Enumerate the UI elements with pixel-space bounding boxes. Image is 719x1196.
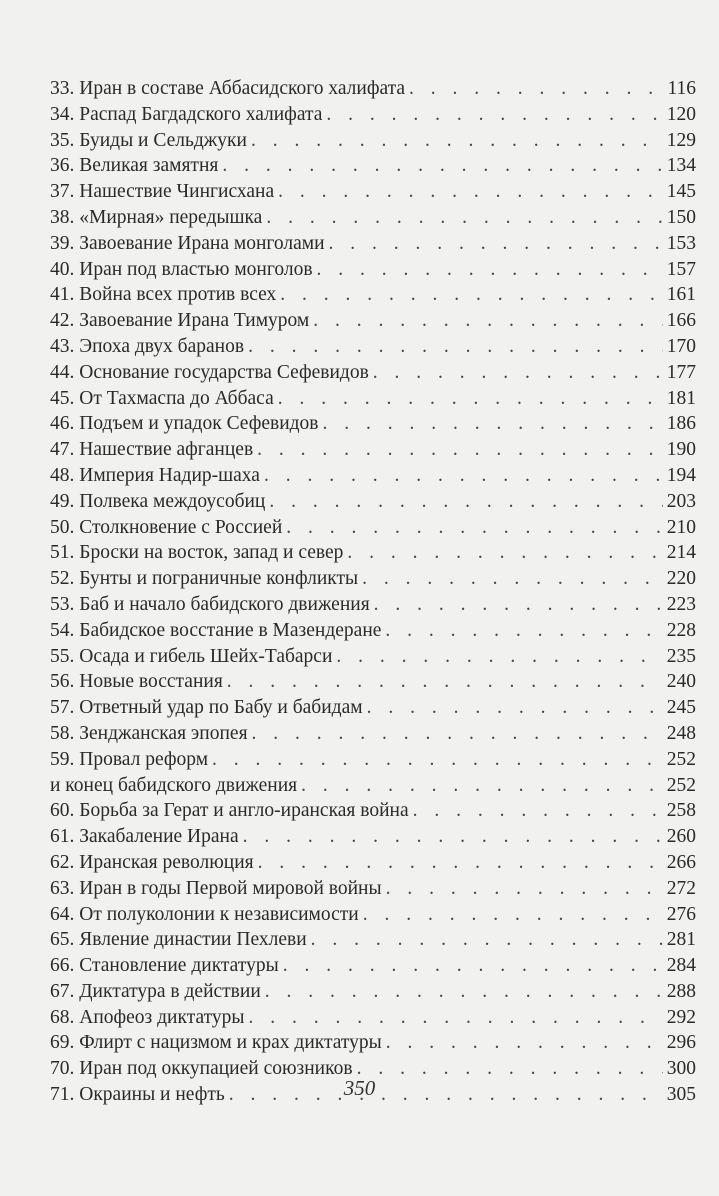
toc-entry-title: 57. Ответный удар по Бабу и бабидам — [50, 697, 363, 719]
toc-entry-page: 300 — [666, 1058, 696, 1080]
toc-entry-page: 157 — [666, 258, 696, 280]
toc-entry-title: 64. От полуколонии к независимости — [50, 903, 359, 925]
toc-entry — [50, 153, 696, 179]
toc-entry-title: 70. Иран под оккупацией союзников — [50, 1058, 353, 1080]
toc-entry-page: 245 — [666, 697, 696, 719]
toc-entry-page: 203 — [666, 490, 696, 512]
toc-entry — [50, 953, 696, 979]
dot-leader — [252, 721, 663, 747]
dot-leader — [227, 669, 663, 695]
dot-leader — [347, 540, 662, 566]
toc-entry-title: 33. Иран в составе Аббасидского халифата — [50, 78, 406, 99]
toc-entry-page: 190 — [666, 439, 696, 461]
toc-entry-title: 51. Броски на восток, запад и север — [50, 542, 344, 564]
toc-entry-page: 214 — [666, 542, 696, 564]
dot-leader — [386, 1030, 663, 1056]
toc-entry-title: 58. Зенджанская эпопея — [50, 722, 248, 744]
toc-entry-title: 41. Война всех против всех — [50, 284, 277, 306]
dot-leader — [265, 979, 663, 1005]
toc-entry-page: 276 — [666, 903, 696, 925]
toc-entry — [50, 773, 696, 799]
toc-entry — [50, 747, 696, 773]
toc-entry-page: 258 — [666, 800, 696, 822]
toc-entry — [50, 618, 696, 644]
toc-entry-page: 292 — [666, 1006, 696, 1028]
toc-entry-page: 120 — [666, 103, 696, 125]
toc-entry — [50, 876, 696, 902]
dot-leader — [329, 231, 663, 257]
toc-entry-title: 67. Диктатура в действии — [50, 980, 261, 1002]
toc-entry-title: 36. Великая замятня — [50, 155, 219, 177]
toc-entry — [50, 902, 696, 928]
toc-entry — [50, 205, 696, 231]
toc-entry — [50, 386, 696, 412]
dot-leader — [386, 876, 663, 902]
toc-entry — [50, 360, 696, 386]
toc-entry-page: 150 — [666, 206, 696, 228]
page-number: 350 — [343, 1076, 376, 1100]
toc-entry-page: 210 — [666, 516, 696, 538]
toc-entry-title: 53. Баб и начало бабидского движения — [50, 593, 370, 615]
dot-leader — [373, 360, 663, 386]
toc-entry-page: 248 — [666, 722, 696, 744]
dot-leader — [222, 153, 662, 179]
toc-entry-title: 38. «Мирная» передышка — [50, 206, 263, 228]
toc-entry — [50, 566, 696, 592]
dot-leader — [323, 411, 663, 437]
toc-entry-title: 65. Явление династии Пехлеви — [50, 929, 307, 951]
toc-entry — [50, 721, 696, 747]
toc-entry-title: 56. Новые восстания — [50, 671, 223, 693]
toc-entry — [50, 540, 696, 566]
toc-entry-page: 235 — [666, 645, 696, 667]
toc-entry — [50, 76, 696, 102]
toc-entry-page: 260 — [666, 826, 696, 848]
toc-entry-page: 296 — [666, 1032, 696, 1054]
toc-entry — [50, 798, 696, 824]
toc-entry-title: 37. Нашествие Чингисхана — [50, 181, 275, 203]
toc-entry — [50, 1030, 696, 1056]
toc-entry-page: 272 — [666, 877, 696, 899]
toc-entry — [50, 927, 696, 953]
toc-entry — [50, 282, 696, 308]
toc-entry-page: 181 — [666, 387, 696, 409]
toc-entry-page: 153 — [666, 232, 696, 254]
toc-entry-page: 252 — [666, 774, 696, 796]
toc-entry-page: 134 — [666, 155, 696, 177]
toc-entry-title: 40. Иран под властью монголов — [50, 258, 313, 280]
dot-leader — [269, 489, 662, 515]
dot-leader — [413, 798, 663, 824]
dot-leader — [311, 927, 663, 953]
toc-entry-page: 129 — [666, 129, 696, 151]
toc-entry — [50, 102, 696, 128]
toc-entry — [50, 515, 696, 541]
toc-entry-title: 46. Подъем и упадок Сефевидов — [50, 413, 319, 435]
toc-entry-title: 60. Борьба за Герат и англо-иранская война — [50, 800, 409, 822]
toc-entry-page: 166 — [666, 310, 696, 332]
toc-entry — [50, 463, 696, 489]
dot-leader — [249, 1005, 663, 1031]
toc-entry — [50, 979, 696, 1005]
toc-entry-title: и конец бабидского движения — [50, 774, 298, 796]
toc-entry-page: 186 — [666, 413, 696, 435]
dot-leader — [283, 953, 663, 979]
dot-leader — [317, 257, 663, 283]
toc-entry — [50, 257, 696, 283]
toc-entry — [50, 308, 696, 334]
toc-entry-title: 42. Завоевание Ирана Тимуром — [50, 310, 310, 332]
dot-leader — [374, 592, 663, 618]
toc-entry-page: 252 — [666, 748, 696, 770]
dot-leader — [243, 824, 663, 850]
dot-leader — [313, 308, 662, 334]
toc-entry-title: 39. Завоевание Ирана монголами — [50, 232, 325, 254]
toc-entry — [50, 850, 696, 876]
dot-leader — [280, 282, 662, 308]
toc-entry-title: 35. Буиды и Сельджуки — [50, 129, 247, 151]
dot-leader — [286, 515, 662, 541]
toc-entry-page: 305 — [666, 1084, 696, 1106]
toc-entry-page: 177 — [666, 361, 696, 383]
toc-entry-title: 69. Флирт с нацизмом и крах диктатуры — [50, 1032, 382, 1054]
toc-entry-page: 145 — [666, 181, 696, 203]
toc-entry-title: 49. Полвека междоусобиц — [50, 490, 266, 512]
toc-entry-page: 240 — [666, 671, 696, 693]
toc-entry-title: 48. Империя Надир-шаха — [50, 464, 260, 486]
dot-leader — [336, 644, 662, 670]
toc-entry-title: 44. Основание государства Сефевидов — [50, 361, 369, 383]
toc-entry — [50, 1005, 696, 1031]
dot-leader — [251, 128, 663, 154]
dot-leader — [367, 695, 663, 721]
toc-entry — [50, 334, 696, 360]
toc-entry — [50, 231, 696, 257]
toc-entry-page: 161 — [666, 284, 696, 306]
toc-entry — [50, 128, 696, 154]
toc-entry-page: 266 — [666, 851, 696, 873]
toc-entry-title: 54. Бабидское восстание в Мазендеране — [50, 619, 382, 641]
dot-leader — [385, 618, 662, 644]
toc-entry-title: 71. Окраины и нефть — [50, 1084, 225, 1106]
toc-entry — [50, 489, 696, 515]
toc-entry-page: 281 — [666, 929, 696, 951]
dot-leader — [362, 566, 663, 592]
toc-entry-title: 66. Становление диктатуры — [50, 955, 279, 977]
toc-entry-title: 59. Провал реформ — [50, 748, 209, 770]
dot-leader — [266, 205, 662, 231]
toc-entry-page: 228 — [666, 619, 696, 641]
toc-entry-title: 43. Эпоха двух баранов — [50, 335, 245, 357]
dot-leader — [248, 334, 663, 360]
dot-leader — [326, 102, 662, 128]
dot-leader — [363, 902, 663, 928]
toc-entry — [50, 669, 696, 695]
toc-entry-page: 220 — [666, 568, 696, 590]
toc-entry — [50, 824, 696, 850]
toc-entry-title: 61. Закабаление Ирана — [50, 826, 239, 848]
dot-leader — [212, 747, 663, 773]
toc-entry-page: 288 — [666, 980, 696, 1002]
toc-entry — [50, 695, 696, 721]
toc-entry-page: 116 — [667, 78, 696, 99]
dot-leader — [264, 463, 663, 489]
dot-leader — [257, 437, 663, 463]
toc-entry-page: 223 — [666, 593, 696, 615]
toc-entry-title: 55. Осада и гибель Шейх-Табарси — [50, 645, 333, 667]
dot-leader — [301, 773, 663, 799]
toc-entry — [50, 592, 696, 618]
toc-entry-title: 52. Бунты и пограничные конфликты — [50, 568, 359, 590]
toc-entry — [50, 411, 696, 437]
toc-entry-title: 68. Апофеоз диктатуры — [50, 1006, 245, 1028]
toc-entry-title: 45. От Тахмаспа до Аббаса — [50, 387, 274, 409]
dot-leader — [409, 76, 663, 102]
dot-leader — [258, 850, 663, 876]
toc-entry-title: 34. Распад Багдадского халифата — [50, 103, 323, 125]
toc-entry-page: 170 — [666, 335, 696, 357]
dot-leader — [278, 179, 663, 205]
toc-entry-page: 194 — [666, 464, 696, 486]
toc-entry-title: 63. Иран в годы Первой мировой войны — [50, 877, 382, 899]
toc-entry — [50, 437, 696, 463]
toc-entry-title: 62. Иранская революция — [50, 851, 254, 873]
toc-entry-title: 47. Нашествие афганцев — [50, 439, 254, 461]
toc-entry-title: 50. Столкновение с Россией — [50, 516, 283, 538]
toc-entry — [50, 644, 696, 670]
dot-leader — [278, 386, 663, 412]
toc-entry — [50, 179, 696, 205]
toc-entry-page: 284 — [666, 955, 696, 977]
table-of-contents — [50, 76, 696, 1108]
